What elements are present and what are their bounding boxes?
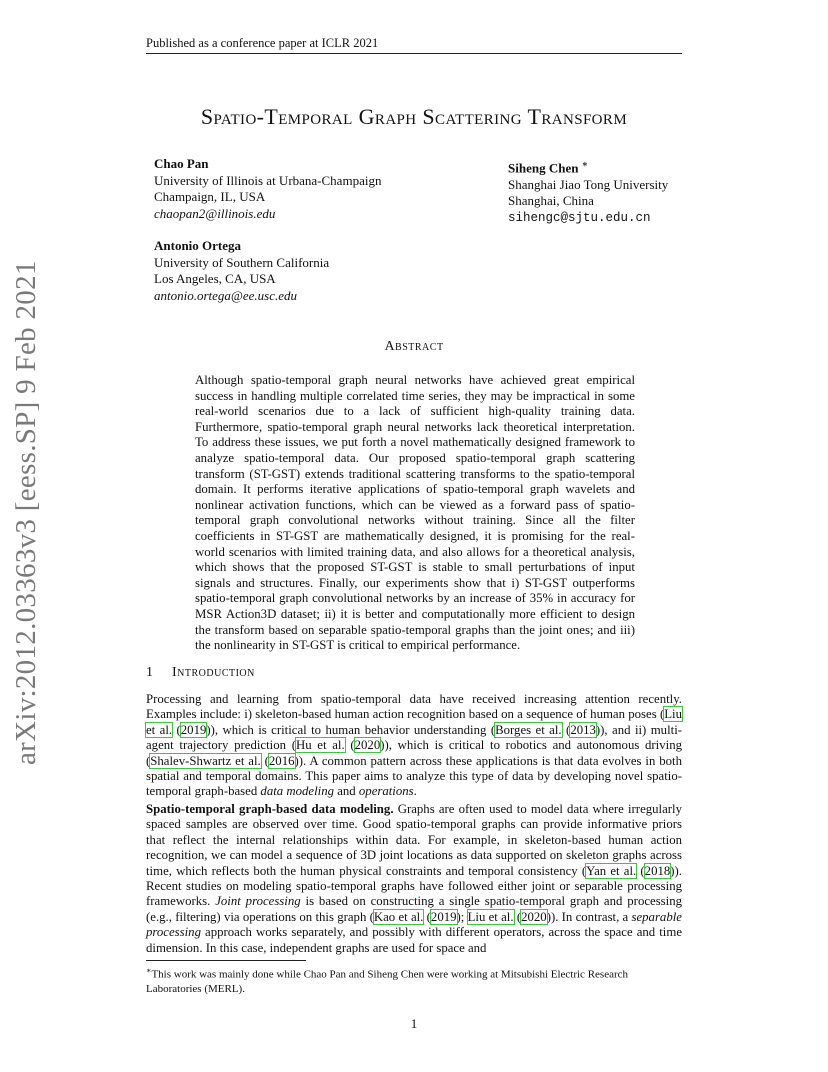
citation-year-link[interactable]: 2019 [430, 909, 457, 924]
header-rule [146, 53, 682, 54]
citation-year-link[interactable]: 2018 [644, 863, 671, 878]
citation-link[interactable]: Hu et al. [295, 738, 345, 753]
author-name [508, 156, 668, 177]
text-run: . [413, 784, 417, 799]
intro-paragraph-1 [146, 692, 682, 800]
citation-year-link[interactable]: 2019 [180, 722, 207, 737]
running-header: Published as a conference paper at ICLR 2021 [146, 36, 379, 50]
emphasis: separable processing [146, 909, 682, 940]
emphasis: Joint processing [215, 894, 301, 909]
author-name-text: Siheng Chen [508, 160, 579, 176]
page-number: 1 [410, 1016, 418, 1031]
citation-link[interactable]: Liu et al. [146, 707, 682, 737]
footnote-rule [146, 960, 306, 961]
text-run: ( [344, 738, 355, 753]
author-block-1 [154, 156, 381, 222]
text-run: ( [172, 722, 181, 737]
section-title: Introduction [172, 665, 255, 680]
footnote [146, 964, 682, 996]
author-block-3 [154, 238, 329, 304]
citation-link[interactable]: Liu et al. [467, 909, 514, 924]
intro-paragraph-2 [146, 802, 682, 956]
text-run: )), and ii) multi-agent trajectory prediction ( [146, 722, 683, 753]
citation-year-link[interactable]: 2016 [268, 753, 295, 768]
emphasis: operations [358, 784, 414, 799]
author-email[interactable]: antonio.ortega@ee.usc.edu [154, 287, 298, 303]
text-run: ( [423, 909, 431, 924]
author-affiliation: University of Southern California [154, 254, 330, 270]
abstract-text: Although spatio-temporal graph neural networks have achieved great empirical success in handling multiple correlated time series, they may be impractical in some real-world scenarios due to a lack of sufficient high-quality training data. Furthermore, spatio-temporal graph neural networks lack theoretical interpretation. To address these issues, we put forth a novel mathematically designed framework to analyze spatio-temporal data. Our proposed spatio-temporal graph scattering transform (ST-GST) extends traditional scattering transforms to the spatio-temporal domain. It performs iterative applications of spatio-temporal graph wavelets and nonlinear activation functions, which can be viewed as a forward pass of spatio-temporal graph convolutional networks without training. Since all the filter coefficients in ST-GST are mathematically designed, it is promising for the real-world scenarios with limited training data, and also allows for a theoretical analysis, which shows that the proposed ST-GST is stable to small perturbations of input signals and structures. Finally, our experiments show that i) ST-GST outperforms spatio-temporal graph convolutional networks by an increase of 35% in accuracy for MSR Action3D dataset; ii) it is better and computationally more efficient to design the transform based on separable spatio-temporal graphs than the joint ones; and iii) the nonlinearity in ST-GST is critical to empirical performance. [195, 373, 635, 653]
paper-title: Spatio-Temporal Graph Scattering Transform [200, 104, 628, 129]
footnote-mark: ∗ [146, 966, 152, 975]
author-location: Los Angeles, CA, USA [154, 271, 276, 286]
citation-link[interactable]: Shalev-Shwartz et al. [150, 753, 261, 768]
section-number: 1 [146, 665, 154, 680]
text-run: )), which is critical to robotics and autonomous driving ( [146, 738, 682, 768]
citation-year-link[interactable]: 2020 [354, 738, 381, 753]
text-run: and [334, 784, 359, 799]
author-email[interactable]: sihengc@sjtu.edu.cn [508, 210, 651, 225]
text-run: approach works separately, and possibly with different operators, across the space and time dimension. In this case, independent graphs are used for space and [146, 925, 682, 955]
author-email[interactable]: chaopan2@illinois.edu [154, 205, 276, 221]
author-name: Chao Pan [154, 156, 209, 171]
text-run: )). In contrast, a [546, 909, 632, 924]
citation-link[interactable]: Kao et al. [373, 909, 424, 924]
text-run: ( [260, 753, 269, 768]
text-run: )), which is critical to human behavior understanding ( [206, 722, 496, 737]
author-name: Antonio Ortega [154, 238, 242, 253]
text-run: ( [636, 863, 645, 878]
text-run: )). Recent studies on modeling spatio-temporal graphs have followed either joint or separable processing frameworks. [146, 863, 682, 909]
arxiv-identifier: arXiv:2012.03363v3 [eess.SP] 9 Feb 2021 [10, 260, 42, 765]
text-run: ); [456, 909, 468, 924]
text-run: is based on constructing a single spatio-temporal graph and processing (e.g., filtering) via operations on this graph ( [146, 894, 683, 924]
citation-year-link[interactable]: 2013 [570, 722, 596, 737]
citation-year-link[interactable]: 2020 [521, 909, 547, 924]
citation-link[interactable]: Yan et al. [586, 863, 637, 878]
author-affiliation: Shanghai Jiao Tong University [508, 176, 669, 192]
text-run: ( [561, 722, 571, 737]
emphasis: data modeling [260, 784, 334, 799]
text-run: )). A common pattern across these applications is that data evolves in both spatial and temporal domains. This paper aims to analyze this type of data by developing novel spatio-temporal graph-based [146, 753, 682, 799]
author-location: Champaign, IL, USA [154, 189, 266, 204]
paragraph-lead: Spatio-temporal graph-based data modeling. [146, 802, 394, 816]
footnote-marker[interactable]: ∗ [581, 159, 588, 169]
abstract-heading: Abstract [384, 339, 444, 354]
author-location: Shanghai, China [508, 193, 594, 209]
text-run: ( [513, 909, 522, 924]
section-heading-introduction [146, 665, 682, 681]
text-run: Processing and learning from spatio-temporal data have received increasing attention recently. Examples include: i) skeleton-based human action recognition based on a sequence of human poses ( [146, 692, 682, 722]
citation-link[interactable]: Borges et al. [495, 722, 562, 737]
author-block-2 [508, 156, 668, 226]
text-run: Graphs are often used to model data where irregularly spaced samples are observed over time. Good spatio-temporal graphs can provide informative priors that reflect the internal relationships within data. For example, in skeleton-based human action recognition, we can model a sequence of 3D joint locations as data supported on skeleton graphs across time, which reflects both the human physical constraints and temporal consistency ( [146, 802, 682, 878]
footnote-text: This work was mainly done while Chao Pan and Siheng Chen were working at Mitsubishi Electric Research Laboratories (MERL). [146, 968, 629, 995]
author-affiliation: University of Illinois at Urbana-Champaign [154, 172, 382, 188]
